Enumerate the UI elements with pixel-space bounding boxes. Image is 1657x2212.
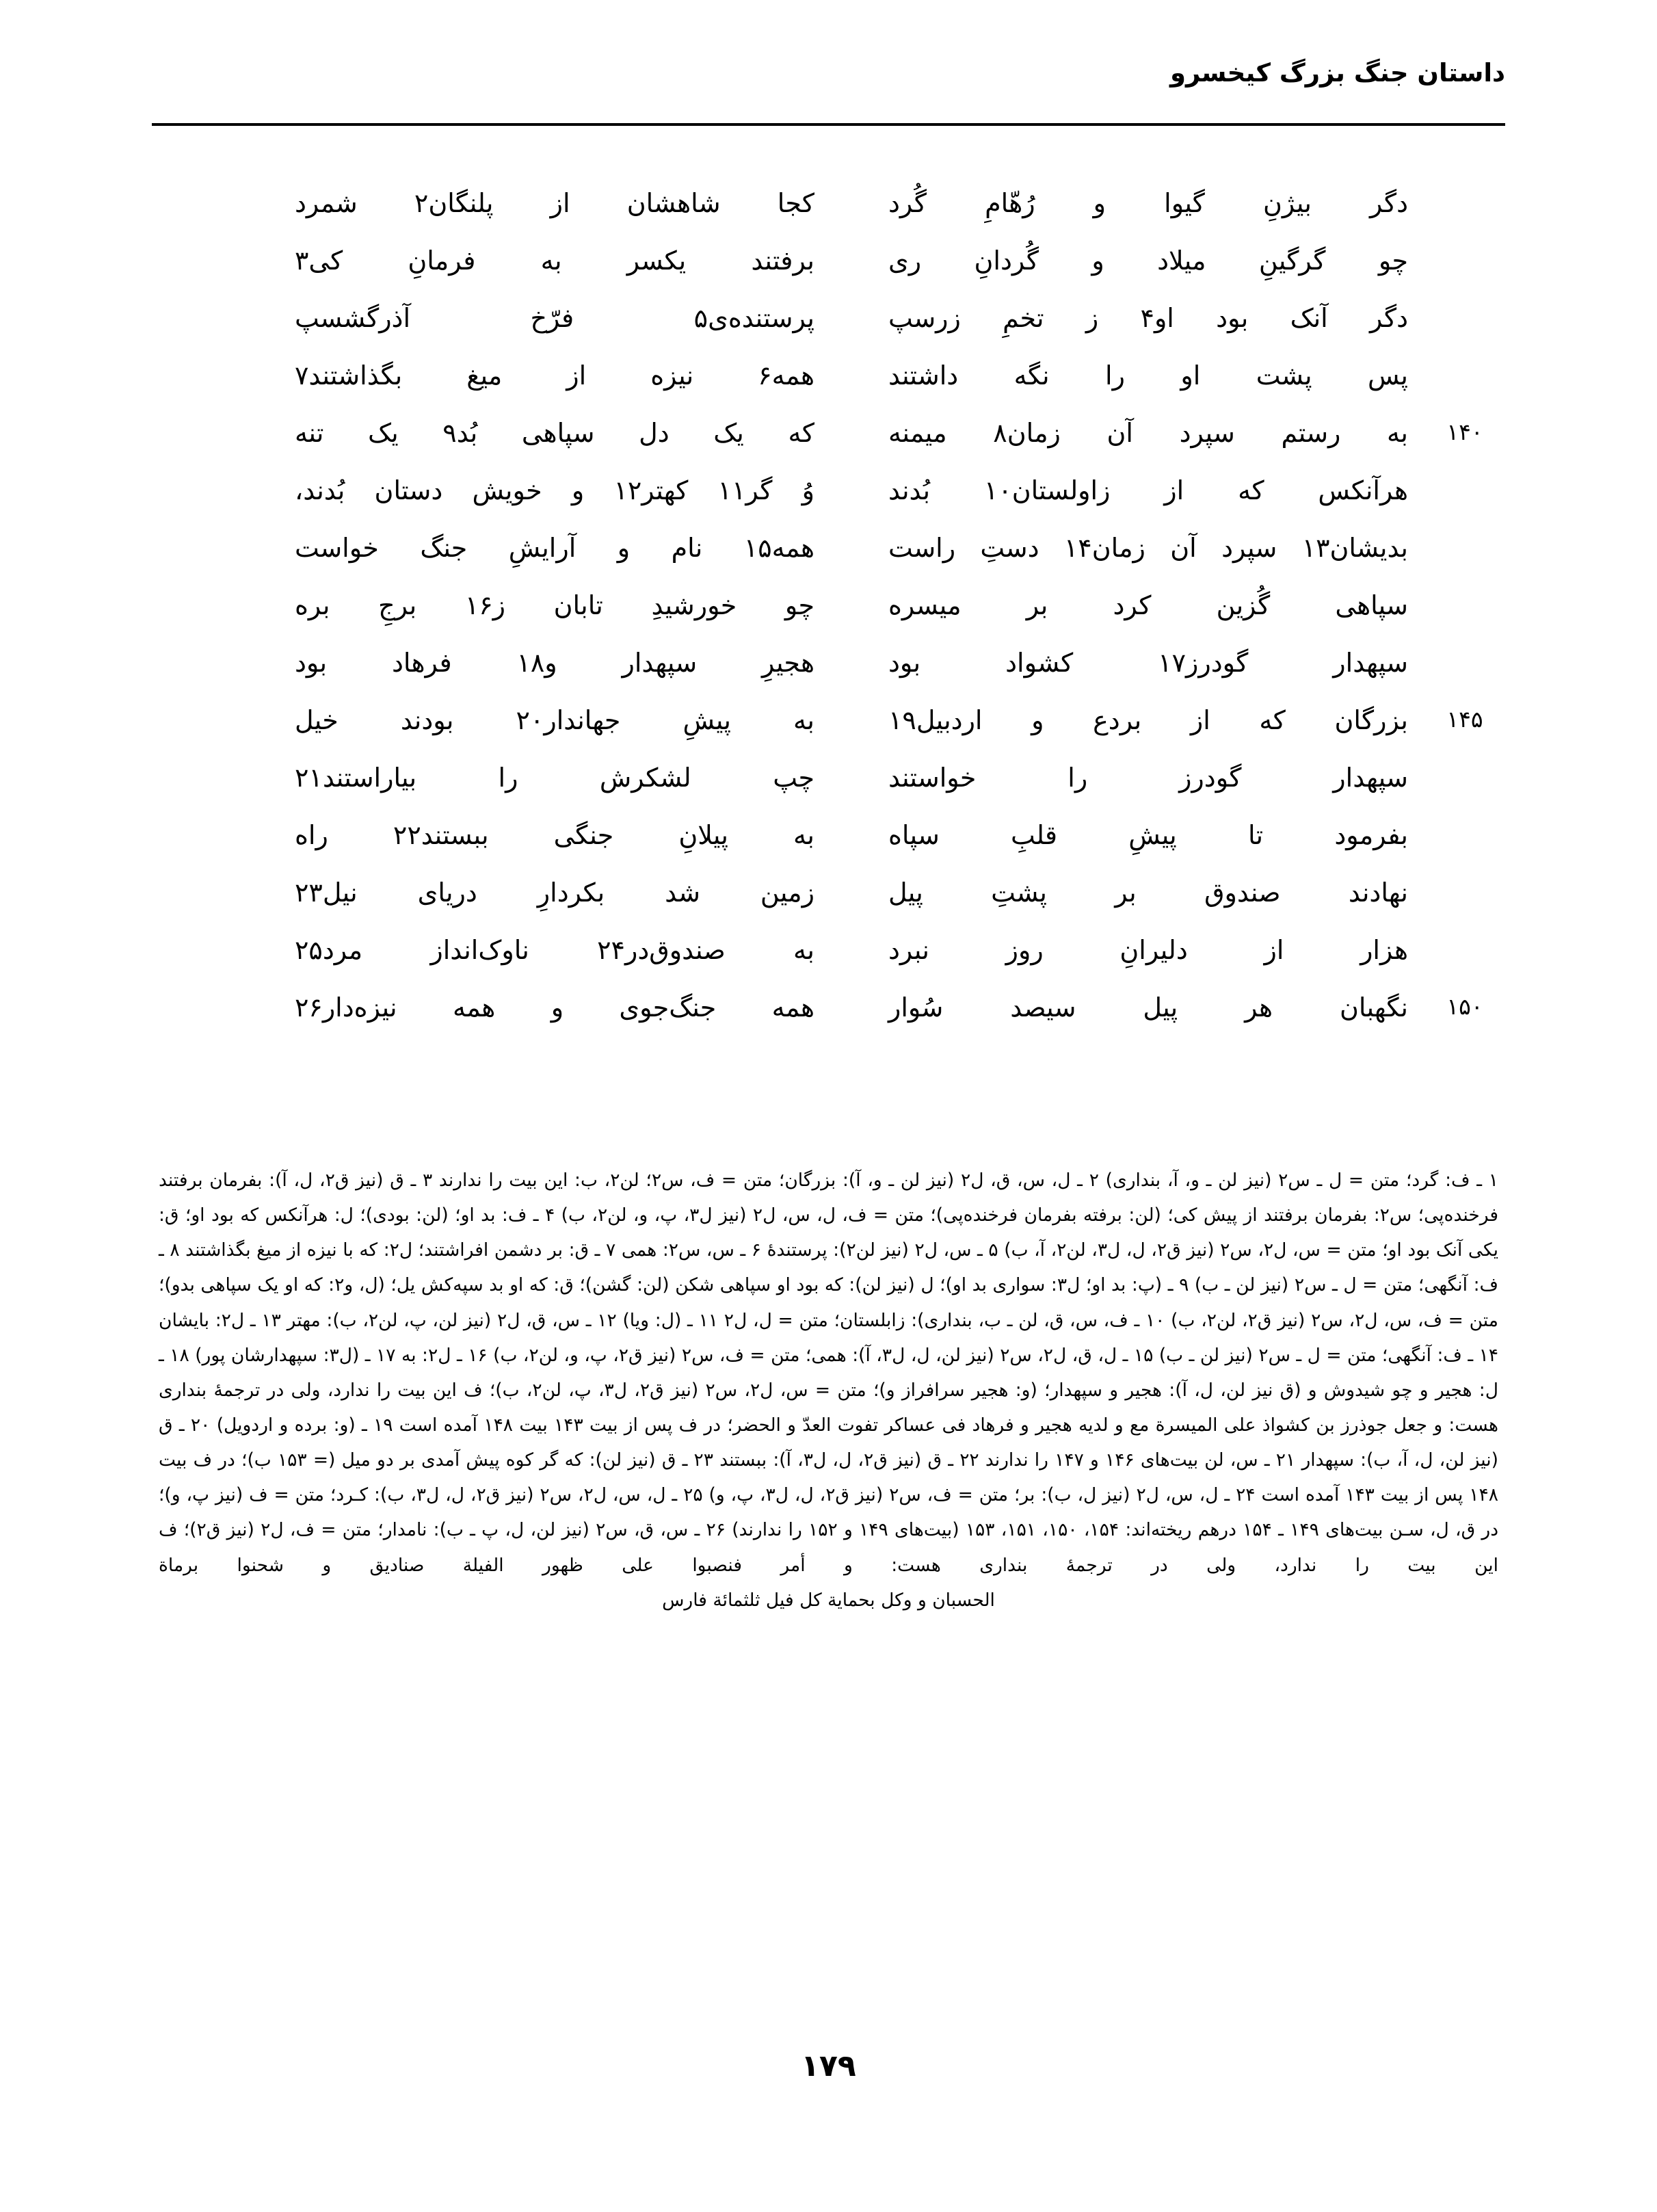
verse-row (152, 528, 1505, 585)
hemistich-first: نهادند صندوق بر پشتِ پیل (888, 878, 1408, 908)
verse-row (152, 585, 1505, 643)
hemistich-second: چو خورشیدِ تابان ز۱۶ برجِ بره (295, 590, 815, 620)
verse-number: ۱۴۵ (1446, 706, 1483, 733)
page-header (152, 57, 1505, 133)
hemistich-second: برفتند یکسر به فرمانِ کی۳ (295, 246, 814, 276)
hemistich-first: به رستم سپرد آن زمان۸ میمنه (888, 418, 1408, 448)
verse-row (152, 758, 1505, 815)
verse-row (152, 356, 1505, 413)
footnote-apparatus (159, 1163, 1498, 1618)
verse-row (152, 241, 1505, 298)
hemistich-first: بدیشان۱۳ سپرد آن زمان۱۴ دستِ راست (888, 533, 1408, 563)
hemistich-first: پس پشت او را نگه داشتند (888, 360, 1408, 391)
poem-block (152, 183, 1505, 1066)
verse-row (152, 815, 1505, 873)
hemistich-second: همه۱۵ نام و آرایشِ جنگ خواست (295, 533, 814, 563)
verse-row (152, 930, 1505, 988)
page-title: داستان جنگ بزرگ کیخسرو (1170, 58, 1505, 88)
verse-row (152, 471, 1505, 528)
hemistich-second: پرستنده‌ی۵ فرّخ آذرگشسپ (295, 303, 814, 333)
hemistich-second: چپ لشکرش را بیاراستند۲۱ (295, 763, 814, 793)
verse-number: ۱۴۰ (1446, 419, 1483, 445)
hemistich-first: دگر بیژنِ گیوا و رُهّامِ گُرد (888, 188, 1408, 218)
hemistich-second: به پیشِ جهاندار۲۰ بودند خیل (295, 705, 814, 735)
hemistich-first: سپهدار گودرز۱۷ کشواد بود (888, 648, 1408, 678)
hemistich-first: سپاهی گُزین کرد بر میسره (888, 590, 1408, 620)
hemistich-second: به پیلانِ جنگی ببستند۲۲ راه (295, 820, 814, 850)
hemistich-second: هجیرِ سپهدار و۱۸ فرهاد بود (295, 648, 814, 678)
hemistich-first: بزرگان که از بردع و اردبیل۱۹ (888, 705, 1408, 735)
header-divider (152, 123, 1505, 126)
verse-row (152, 988, 1505, 1045)
hemistich-second: کجا شاهشان از پلنگان۲ شمرد (295, 188, 814, 218)
page-number: ۱۷۹ (801, 2049, 856, 2083)
hemistich-first: هرآنکس که از زاولستان۱۰ بُدند (888, 475, 1408, 505)
hemistich-second: وُ گر۱۱ کهتر۱۲ و خویش دستان بُدند، (295, 475, 815, 505)
hemistich-first: دگر آنک بود او۴ ز تخمِ زرسپ (888, 303, 1408, 333)
hemistich-first: نگهبان هر پیل سیصد سُوار (888, 992, 1408, 1023)
hemistich-second: زمین شد بکردارِ دریای نیل۲۳ (295, 878, 814, 908)
hemistich-second: همه۶ نیزه از میغ بگذاشتند۷ (295, 360, 814, 391)
footnote-paragraph: الحسبان و وكل بحماية كل فيل ثلثمائة فارس (662, 1589, 995, 1611)
hemistich-first: هزار از دلیرانِ روز نبرد (888, 935, 1408, 965)
verse-row (152, 643, 1505, 700)
hemistich-first: چو گرگینِ میلاد و گُردانِ ری (888, 246, 1408, 276)
footnote-paragraph: ۱ ـ ف: گرد؛ متن = ل ـ س۲ (نیز لن ـ و، آ، بنداری) ۲ ـ ل، س، ق، ل۲ (نیز لن ـ و، آ): بزرگان؛ متن = ف، س۲؛ لن۲، ب: این بیت را ندارند ۳ ـ ق (نیز ق۲، ل، آ): بفرمان برفتند فرخنده‌پی؛ س۲: بفرمان برفتند از پیش کی؛ (لن: برفته بفرمان فرخنده‌پی)؛ متن = ف، ل، س، ل۲ (نیز ل۳، پ، و، لن۲، ب) ۴ ـ ف: بد او؛ (لن: بودی)؛ ل: هرآنکس که بود او؛ ق: یکی آنک بود او؛ متن = س، ل۲، س۲ (نیز ق۲، ل، ل۳، لن۲، آ، ب) ۵ ـ س، ل۲ (نیز لن۲): پرستندهٔ ۶ ـ س، س۲: همی ۷ ـ ق: بر دشمن افراشتند؛ ل۲: که با نیزه از میغ بگذاشتند ۸ ـ ف: آنگهی؛ متن = ل ـ س۲ (نیز لن ـ ب) ۹ ـ (پ: بد او؛ ل۳: سواری بد او)؛ ل (نیز لن): که بود او سپاهی شکن (لن: گشن)؛ ق: که او بد سپه‌کش یل؛ (ل، و۲: که او یک سپاهی بدو)؛ متن = ف، س، ل۲، س۲ (نیز ق۲، لن۲، ب) ۱۰ ـ ف، س، ق، لن ـ ب، بنداری): زابلستان؛ متن = ل، ل۲ ۱۱ ـ (ل: ویا) ۱۲ ـ س، ق، ل۲ (نیز لن، پ، لن۲، ب): مهتر ۱۳ ـ ل۲: بایشان ۱۴ ـ ف: آنگهی؛ متن = ل ـ س۲ (نیز لن ـ ب) ۱۵ ـ ل، ق، ل۲، س۲ (نیز لن، ل، ل۳، آ): همی؛ متن = ف، س۲ (نیز ق۲، پ، و، لن۲، ب) ۱۶ ـ ل۲: به ۱۷ ـ (ل۳: سپهدارشان پور) ۱۸ ـ ل: هجیر و چو شیدوش و (ق نیز لن، ل، آ): هجیر و سپهدار؛ (و: هجیر سرافراز و)؛ متن = س، ل۲، س۲ (نیز ق۲، ل۳، پ، لن۲، ب)؛ ف این بیت را ندارد، ولی در ترجمهٔ بنداری هست: و جعل جوذرز بن کشواذ علی المیسرة مع و لدیه هجیر و فرهاد فی عساکر تفوت العدّ و الحضر؛ در ف پس از بیت ۱۴۳ بیت ۱۴۸ آمده است ۱۹ ـ (و: برده و اردویل) ۲۰ ـ ق (نیز لن، ل، آ، ب): سپهدار ۲۱ ـ س، لن بیت‌های ۱۴۶ و ۱۴۷ را ندارند ۲۲ ـ ق (نیز ق۲، ل، ل۳، آ): ببستند ۲۳ ـ ق (نیز لن): که گر کوه پیش آمدی بر دو میل (= ۱۵۳ ب)؛ در ف بیت ۱۴۸ پس از بیت ۱۴۳ آمده است ۲۴ ـ ل، س، ل۲ (نیز ل، ب): بر؛ متن = ف، س۲ (نیز ق۲، ل، ل۳، پ، و) ۲۵ ـ ل، س، ل۲، س۲ (نیز ق۲، ل، ل۳، ب): کـرد؛ متن = ف (نیز پ، و)؛ در ق، ل، سـن بیت‌های ۱۴۹ ـ ۱۵۴ درهم ریخته‌اند: ۱۵۴، ۱۵۰، ۱۵۱، ۱۵۳ (بیت‌های ۱۴۹ و ۱۵۲ را ندارند) ۲۶ ـ س، ق، س۲ (نیز لن، ل، پ ـ ب): نامدار؛ متن = ف، ل۲ (نیز ق۲)؛ ف این بیت را ندارد، ولی در ترجمهٔ بنداری هست: و أمر فنصبوا علی ظهور الفیلة صنادیق و شحنوا برماة (159, 1170, 1499, 1576)
verse-row (152, 873, 1505, 930)
verse-row (152, 298, 1505, 356)
verse-row (152, 700, 1505, 758)
verse-row (152, 183, 1505, 241)
verse-row (152, 413, 1505, 471)
hemistich-second: که یک دل سپاهی بُد۹ یک تنه (295, 418, 814, 448)
hemistich-first: سپهدار گودرز را خواستند (888, 763, 1408, 793)
hemistich-second: به صندوق‌در۲۴ ناوک‌انداز مرد۲۵ (295, 935, 814, 965)
verse-number: ۱۵۰ (1446, 993, 1483, 1020)
hemistich-second: همه جنگ‌جوی و همه نیزه‌دار۲۶ (295, 992, 814, 1023)
hemistich-first: بفرمود تا پیشِ قلبِ سپاه (888, 820, 1408, 850)
